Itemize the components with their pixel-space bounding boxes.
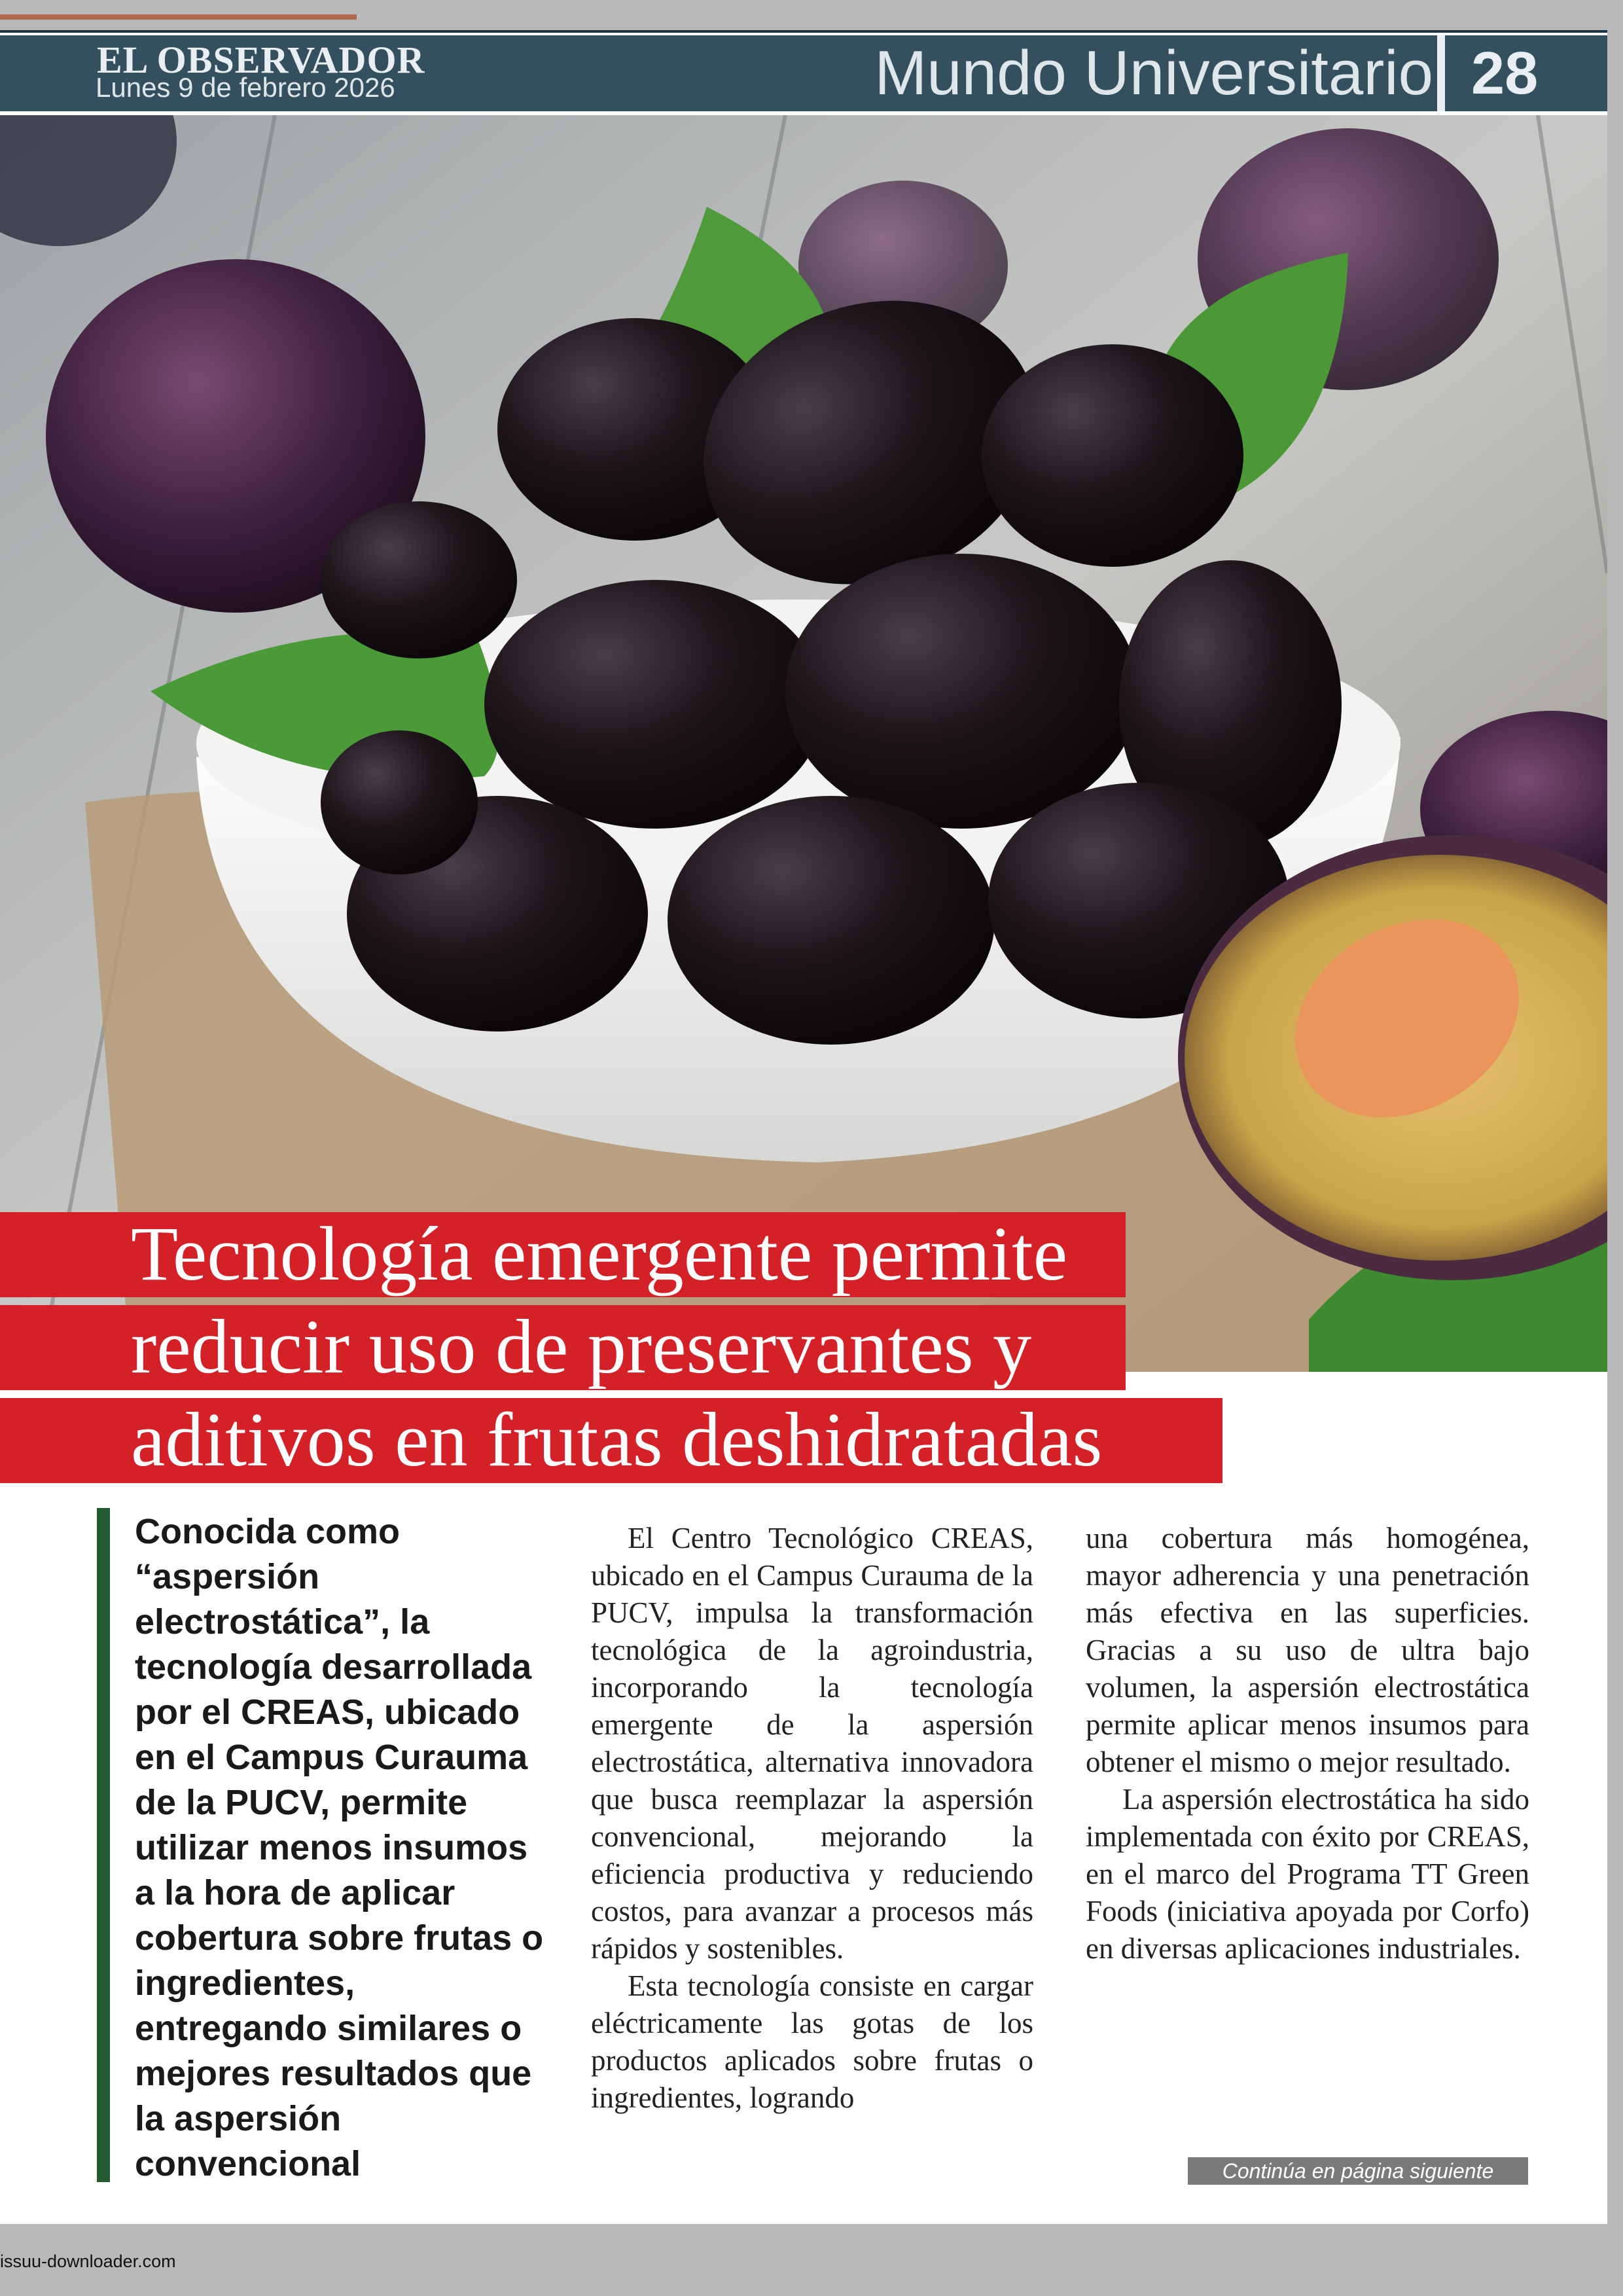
body-paragraph: Esta tecnología consiste en cargar eléctricamente las gotas de los productos aplicados sobre frutas o ingredientes, logrando bbox=[591, 1969, 1033, 2114]
body-paragraph: una cobertura más homogénea, mayor adherencia y una penetración más efectiva en las superficies. Gracias a su uso de ultra bajo volumen, la aspersión electrostática permite aplicar menos insumos para obtener el mismo o mejor resultado. bbox=[1086, 1522, 1529, 1778]
body-paragraph: La aspersión electrostática ha sido implementada con éxito por CREAS, en el marco del Programa TT Green Foods (iniciativa apoyada por Corfo) en diversas aplicaciones industriales. bbox=[1086, 1783, 1529, 1965]
section-title: Mundo Universitario bbox=[874, 38, 1433, 108]
top-accent-line bbox=[0, 14, 357, 20]
continue-next-page-note: Continúa en página siguiente bbox=[1188, 2157, 1528, 2185]
header-divider bbox=[1437, 35, 1445, 111]
body-column-1 bbox=[591, 1520, 1033, 2117]
issue-date: Lunes 9 de febrero 2026 bbox=[96, 72, 395, 103]
headline-line-1: Tecnología emergente permite bbox=[0, 1212, 1126, 1297]
top-rule bbox=[0, 30, 1607, 33]
article-lede: Conocida como “aspersión electrostática”, la tecnología desarrollada por el CREAS, ubicado en el Campus Curauma de la PUCV, permite utilizar menos insumos a la hora de aplicar cobertura sobre frutas o ingredientes, entregando similares o mejores resultados que la aspersión convencional bbox=[135, 1512, 544, 2183]
lede-accent-bar bbox=[97, 1508, 110, 2182]
article-photo bbox=[0, 115, 1607, 1372]
headline-line-2: reducir uso de preservantes y bbox=[0, 1305, 1126, 1390]
body-column-2 bbox=[1086, 1520, 1529, 1967]
page-number: 28 bbox=[1471, 40, 1539, 107]
headline-line-3: aditivos en frutas deshidratadas bbox=[0, 1398, 1222, 1483]
watermark-text: issuu-downloader.com bbox=[0, 2251, 176, 2271]
body-paragraph: El Centro Tecnológico CREAS, ubicado en el Campus Curauma de la PUCV, impulsa la transformación tecnológica de la agroindustria, incorporando la tecnología emergente de la aspersión electrostática, alternativa innovadora que busca reemplazar la aspersión convencional, mejorando la eficiencia productiva y reduciendo costos, para avanzar a procesos más rápidos y sostenibles. bbox=[591, 1522, 1033, 1965]
newspaper-brand: EL OBSERVADOR bbox=[97, 39, 425, 81]
